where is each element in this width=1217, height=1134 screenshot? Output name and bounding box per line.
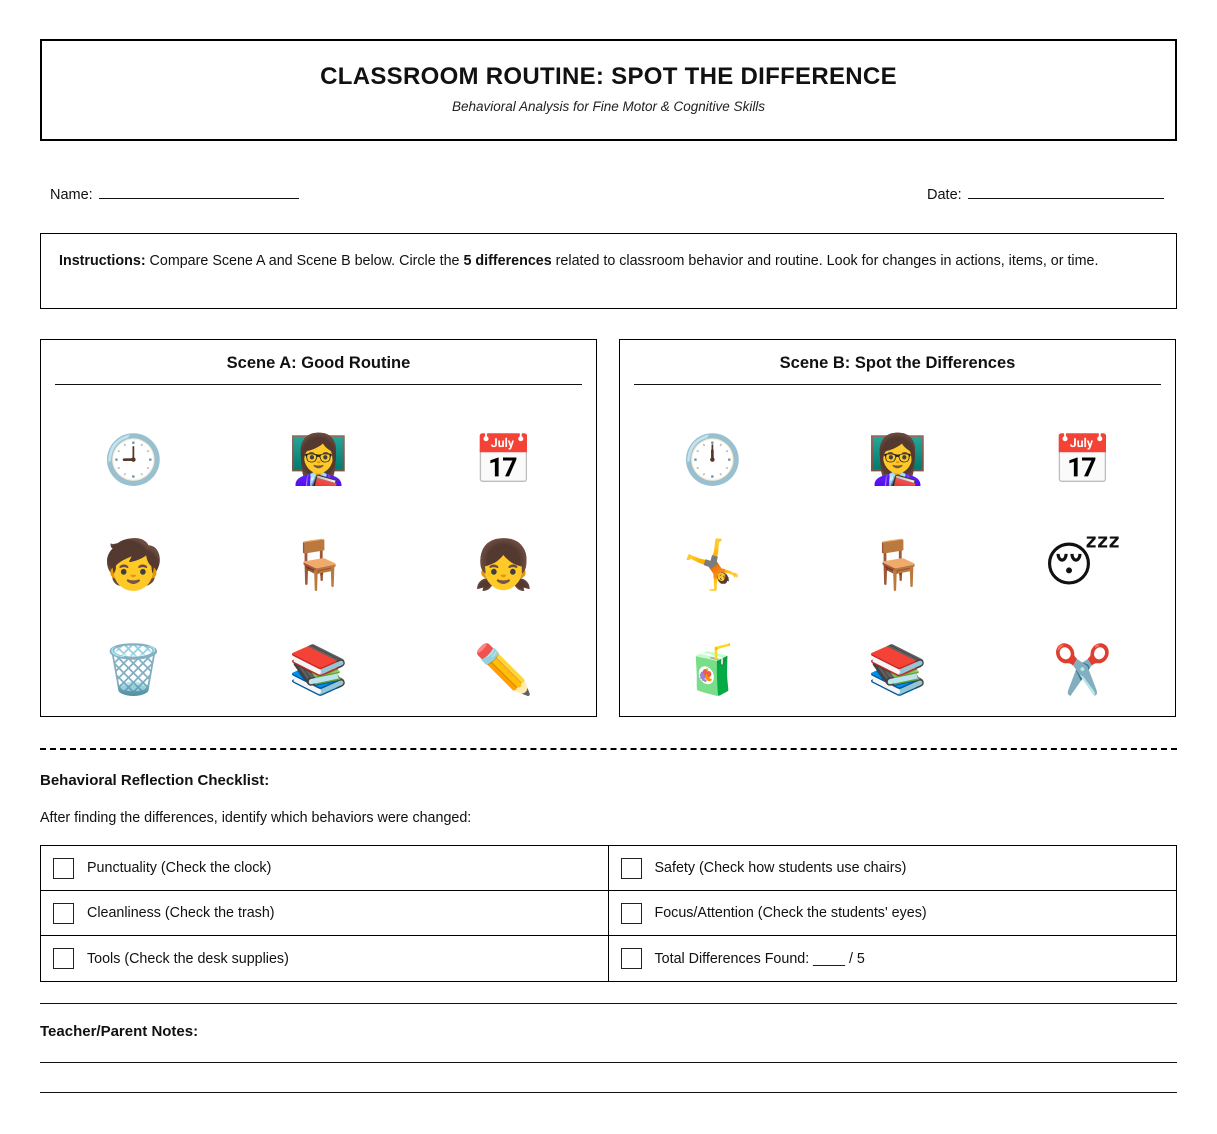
scene-b-grid [620, 407, 1175, 722]
checklist-item-total-differences[interactable] [609, 936, 1177, 981]
checklist-label-tools: Tools (Check the desk supplies) [87, 950, 289, 967]
checklist-item-punctuality[interactable] [41, 846, 609, 891]
scene-b-divider [634, 384, 1161, 385]
scene-a-title: Scene A: Good Routine [226, 354, 411, 372]
checklist-item-focus-attention[interactable] [609, 891, 1177, 936]
checklist-label-punctuality: Punctuality (Check the clock) [87, 860, 272, 876]
scene-b-item-books[interactable]: 📚 [867, 641, 928, 698]
page-title: CLASSROOM ROUTINE: SPOT THE DIFFERENCE [320, 63, 897, 90]
scene-a-divider [55, 384, 582, 385]
scene-b-item-calendar[interactable]: 📅 [1052, 431, 1113, 488]
checklist-table [40, 845, 1177, 982]
scene-b-item-person-cartwheeling[interactable]: 🤸 [682, 536, 743, 593]
checklist-subheading: After finding the differences, identify which behaviors were changed: [40, 810, 472, 826]
scene-b-title: Scene B: Spot the Differences [779, 354, 1016, 372]
scene-a-item-chair[interactable]: 🪑 [288, 536, 349, 593]
scene-b-item-chair[interactable]: 🪑 [867, 536, 928, 593]
scene-a-item-teacher[interactable]: 👩‍🏫 [288, 431, 349, 488]
checklist-item-tools[interactable] [41, 936, 609, 981]
checklist-label-cleanliness: Cleanliness (Check the trash) [87, 905, 275, 921]
checkbox-tools[interactable] [53, 948, 74, 969]
checklist-heading: Behavioral Reflection Checklist: [40, 772, 270, 789]
name-field-group [50, 185, 299, 203]
scene-a-panel [40, 339, 597, 717]
scene-b-item-clock[interactable]: 🕛 [682, 431, 743, 488]
name-input-line[interactable] [99, 185, 299, 199]
page-subtitle: Behavioral Analysis for Fine Motor & Cognitive Skills [451, 99, 766, 114]
checklist-label-focus-attention: Focus/Attention (Check the students' eyes) [654, 905, 927, 921]
date-label: Date: [927, 187, 962, 203]
notes-heading: Teacher/Parent Notes: [40, 1023, 199, 1040]
checklist-label-total-differences: Total Differences Found: ____ / 5 [654, 950, 865, 967]
checklist-item-safety[interactable] [609, 846, 1177, 891]
scene-a-grid [41, 407, 596, 722]
scene-b-panel [619, 339, 1176, 717]
checklist-label-safety: Safety (Check how students use chairs) [654, 860, 907, 876]
instructions-part-2: related to classroom behavior and routine. Look for changes in actions, items, or time. [551, 253, 1099, 269]
instructions-text [59, 250, 1158, 272]
checkbox-total-differences[interactable] [621, 948, 642, 969]
instructions-label: Instructions: [59, 253, 146, 269]
scene-a-item-clock[interactable]: 🕘 [103, 431, 164, 488]
notes-top-rule [40, 1003, 1177, 1004]
name-date-row [50, 185, 1170, 209]
notes-write-line-2[interactable] [40, 1092, 1177, 1093]
instructions-emphasis: 5 differences [463, 253, 552, 269]
section-divider [40, 748, 1177, 750]
scene-a-item-pencil[interactable]: ✏️ [473, 641, 534, 698]
name-label: Name: [50, 187, 93, 203]
checkbox-cleanliness[interactable] [53, 903, 74, 924]
scene-a-item-girl-face[interactable]: 👧 [473, 536, 534, 593]
scene-a-item-calendar[interactable]: 📅 [473, 431, 534, 488]
instructions-box [40, 233, 1177, 309]
scene-a-item-books[interactable]: 📚 [288, 641, 349, 698]
title-banner [40, 39, 1177, 141]
date-field-group [927, 185, 1164, 203]
instructions-part-1: Compare Scene A and Scene B below. Circle the [145, 253, 464, 269]
scene-b-item-beverage-box[interactable]: 🧃 [682, 641, 743, 698]
date-input-line[interactable] [968, 185, 1164, 199]
scene-a-item-wastebasket[interactable]: 🗑️ [103, 641, 164, 698]
scene-a-item-child-boy-face[interactable]: 🧒 [103, 536, 164, 593]
checkbox-safety[interactable] [621, 858, 642, 879]
scene-b-item-sleeping-face[interactable]: 😴 [1044, 536, 1121, 593]
checklist-item-cleanliness[interactable] [41, 891, 609, 936]
checkbox-punctuality[interactable] [53, 858, 74, 879]
scene-b-item-scissors[interactable]: ✂️ [1052, 641, 1113, 698]
scene-b-item-teacher[interactable]: 👩‍🏫 [867, 431, 928, 488]
notes-write-line-1[interactable] [40, 1062, 1177, 1063]
checkbox-focus-attention[interactable] [621, 903, 642, 924]
